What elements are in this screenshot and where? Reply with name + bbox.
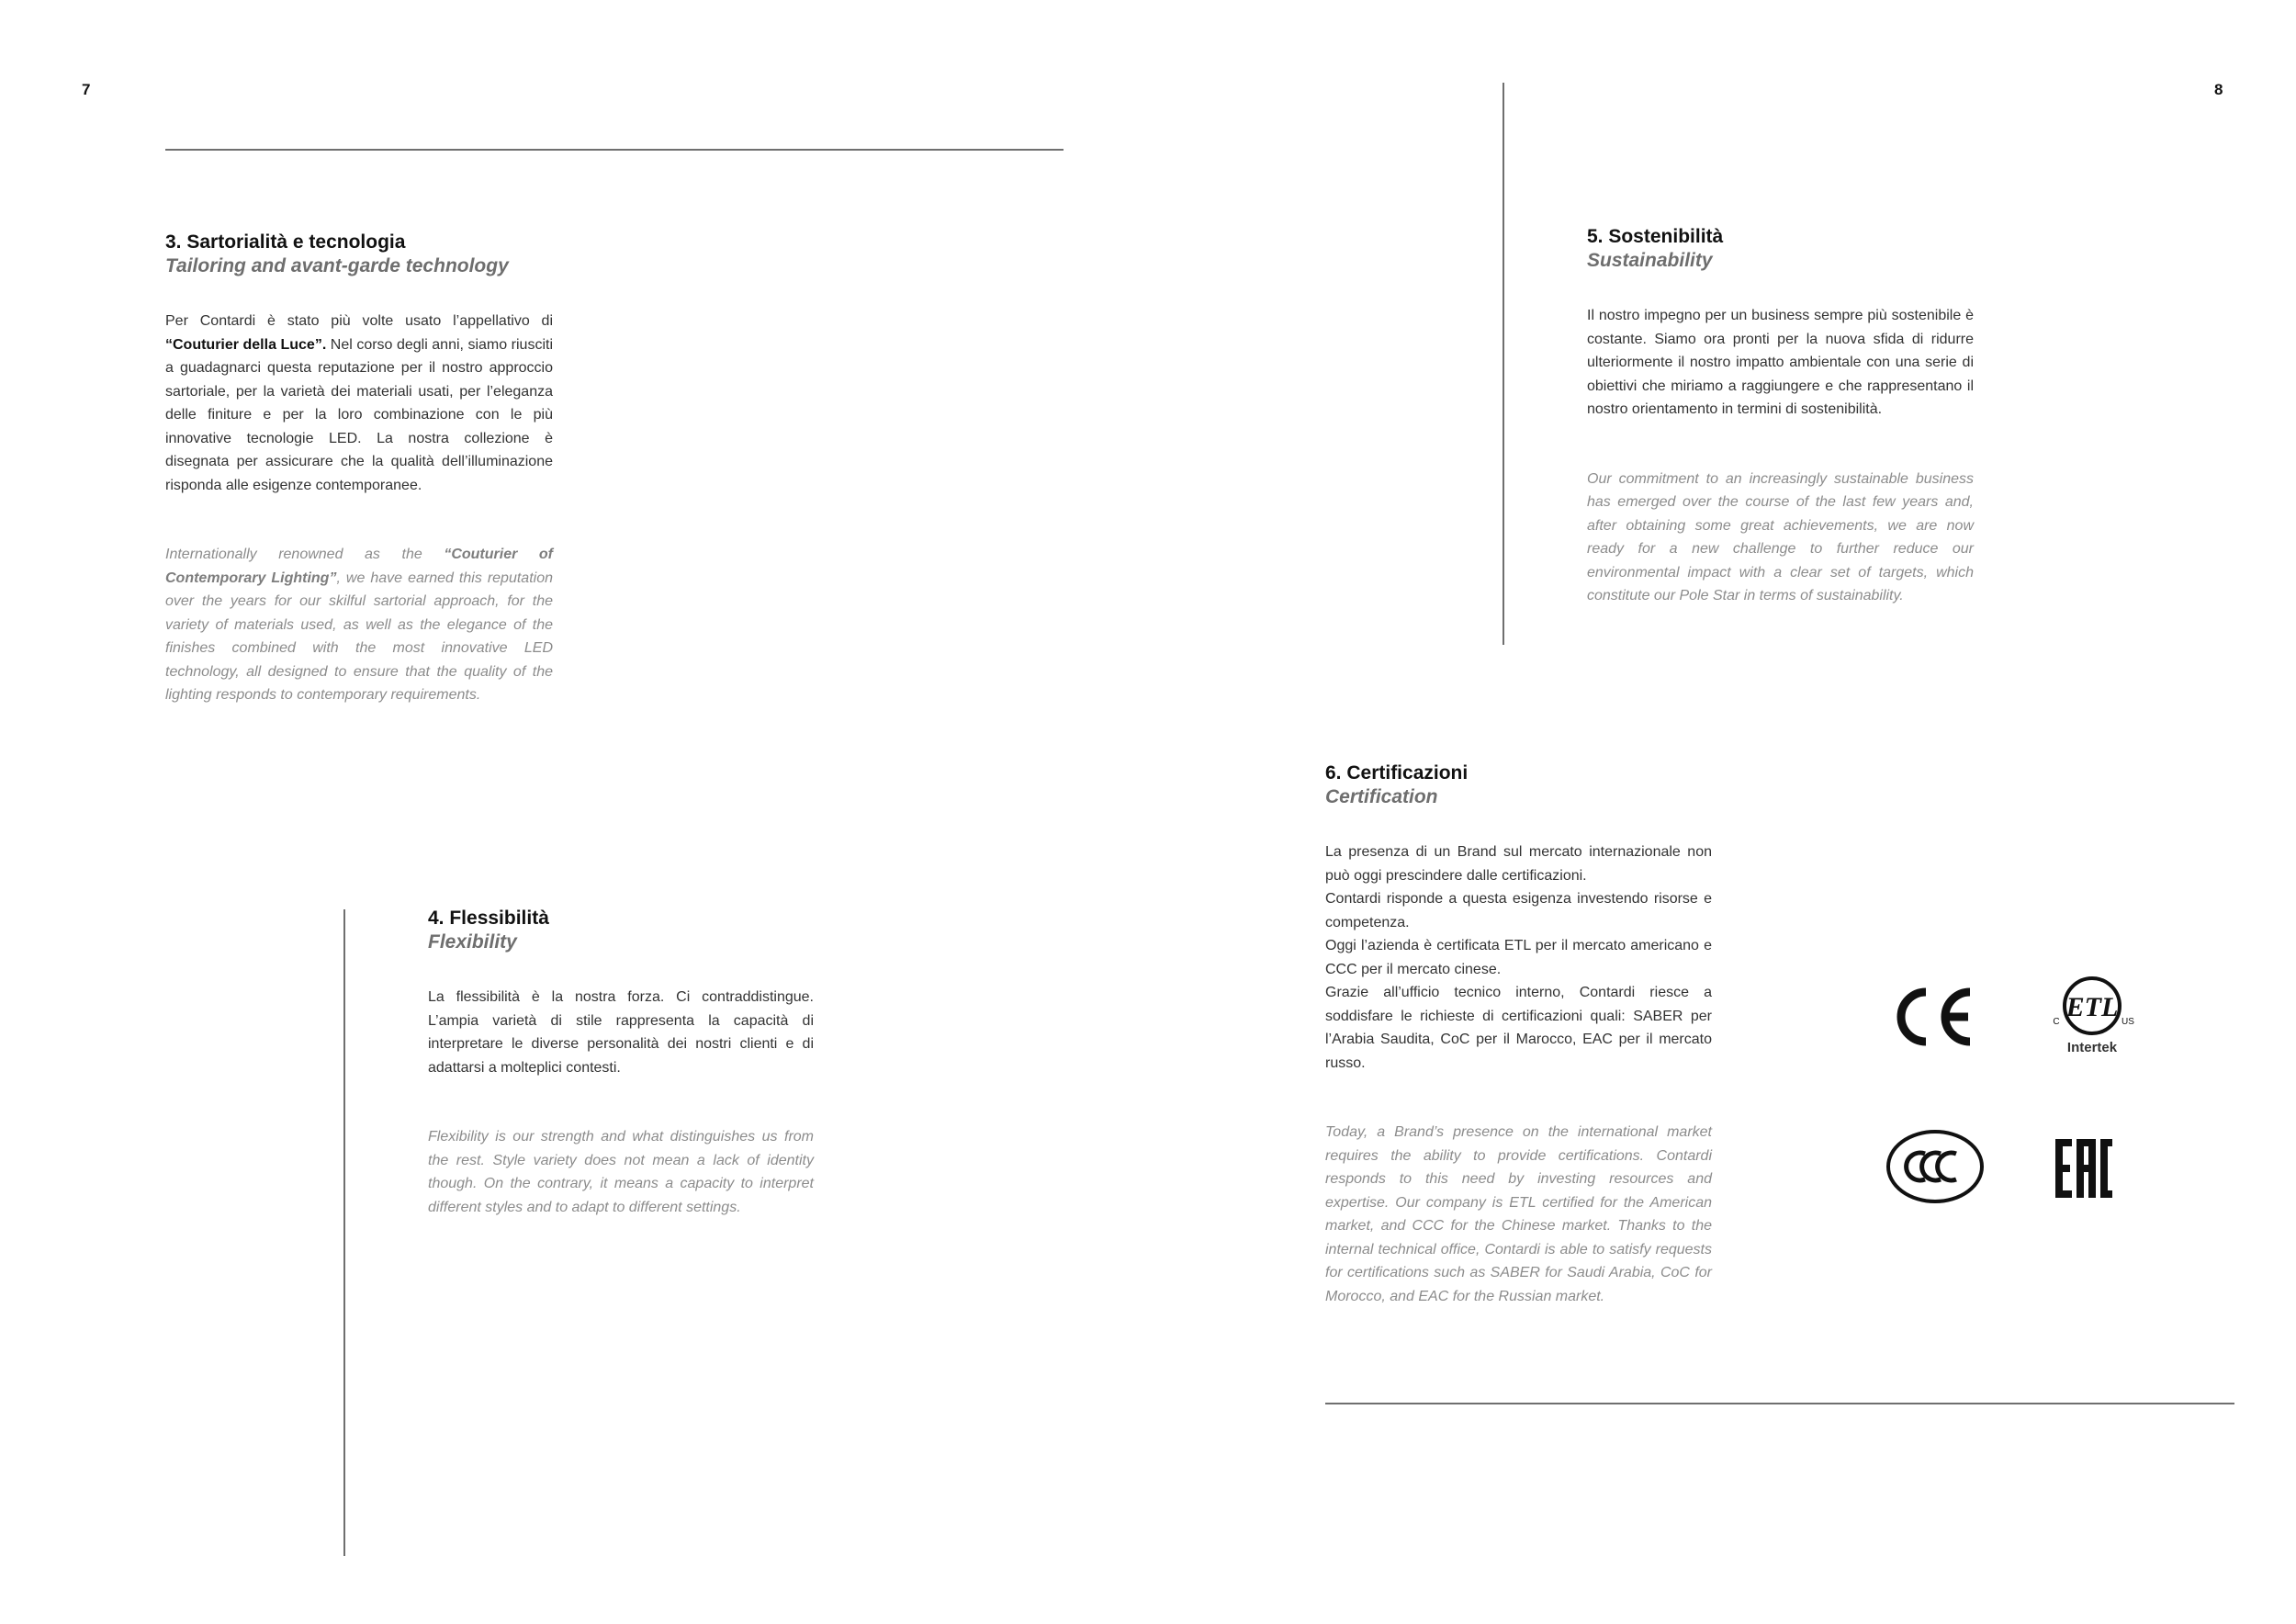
bottom-rule-right	[1325, 1403, 2234, 1404]
section-6	[1325, 761, 1712, 1308]
section-4	[428, 907, 814, 1219]
section-4-english-text: Flexibility is our strength and what distinguishes us from the rest. Style variety does not mean a lack of identity though. On the contrary, it means a capacity to interpret different styles and to adapt to different settings.	[428, 1129, 814, 1215]
section-4-italian-text: La flessibilità è la nostra forza. Ci contraddistingue. L’ampia varietà di stile rappresenta la capacità di interpretare le diverse personalità dei nostri clienti e di adattarsi a molteplici contesti.	[428, 989, 814, 1076]
eac-mark-logo	[2054, 1137, 2114, 1200]
ce-mark-logo	[1895, 985, 1977, 1049]
section-6-paragraph: Contardi risponde a questa esigenza investendo risorse e competenza.	[1325, 891, 1712, 930]
section-5-title: 5. Sostenibilità	[1587, 226, 1724, 247]
top-rule-left	[165, 149, 1064, 151]
section-3-italian-text: Per Contardi è stato più volte usato l’appellativo di “Couturier della Luce”. Nel corso degli anni, siamo riusciti a guadagnarci questa reputazione per il nostro approccio sartoriale, per la varietà dei materiali usati, per l’eleganza delle finiture e per la loro combinazione con le più innovative tecnologie LED. La nostra collezione è disegnata per assicurare che la qualità dell’illuminazione risponda alle esigenze contemporanee.	[165, 313, 553, 493]
section-6-title: 6. Certificazioni	[1325, 762, 1469, 784]
section-6-english-text: Today, a Brand’s presence on the international market requires the ability to provide certifications. Contardi responds to this need by investing resources and expertise. Our company is ETL certified for the American market, and CCC for the Chinese market. Thanks to the internal technical office, Contardi is able to satisfy requests for certifications such as SABER for Saudi Arabia, CoC for Morocco, and EAC for the Russian market.	[1325, 1124, 1712, 1304]
ccc-mark-logo	[1885, 1128, 1986, 1205]
section-3-title: 3. Sartorialità e tecnologia	[165, 231, 406, 253]
section-6-italian-text	[1325, 840, 1712, 1075]
section-6-paragraph: La presenza di un Brand sul mercato internazionale non può oggi prescindere dalle certificazioni.	[1325, 844, 1712, 884]
section-5-subtitle: Sustainability	[1587, 250, 1713, 271]
page-number-left: 7	[82, 81, 91, 98]
section-5	[1587, 225, 1974, 608]
intertek-text: Intertek	[2066, 1040, 2118, 1055]
etl-us-text: US	[2122, 1017, 2134, 1027]
section-6-paragraph: Oggi l’azienda è certificata ETL per il mercato americano e CCC per il mercato cinese.	[1325, 938, 1712, 977]
section-4-subtitle: Flexibility	[428, 931, 517, 953]
section-6-subtitle: Certification	[1325, 786, 1438, 807]
section-6-paragraph: Grazie all’ufficio tecnico interno, Contardi riesce a soddisfare le richieste di certificazioni quali: SABER per l’Arabia Saudita, CoC per il Marocco, EAC per il mercato russo.	[1325, 985, 1712, 1071]
section-4-title: 4. Flessibilità	[428, 908, 549, 929]
section-5-italian-text: Il nostro impegno per un business sempre più sostenibile è costante. Siamo ora pronti per la nuova sfida di ridurre ulteriormente il nostro impatto ambientale con una serie di obiettivi che miriamo a raggiungere e che rappresentano il nostro orientamento in termini di sostenibilità.	[1587, 308, 1974, 417]
section-3-subtitle: Tailoring and avant-garde technology	[165, 255, 509, 276]
etl-c-text: C	[2053, 1017, 2060, 1027]
etl-intertek-logo	[2046, 972, 2138, 1064]
section-3-english-text: Internationally renowned as the “Couturier of Contemporary Lighting”, we have earned this reputation over the years for our skilful sartorial approach, for the variety of materials used, as well as the elegance of the finishes combined with the most innovative LED technology, all designed to ensure that the quality of the lighting responds to contemporary requirements.	[165, 547, 554, 703]
section-5-english-text: Our commitment to an increasingly sustainable business has emerged over the course of the last few years and, after obtaining some great achievements, we are now ready for a new challenge to further reduce our environmental impact with a clear set of targets, which constitute our Pole Star in terms of sustainability.	[1587, 470, 1974, 603]
vertical-rule-left	[343, 909, 345, 1556]
page-number-right: 8	[2214, 81, 2223, 98]
vertical-rule-right	[1503, 83, 1504, 645]
section-3	[165, 231, 553, 707]
etl-mark-text: ETL	[2065, 992, 2119, 1022]
